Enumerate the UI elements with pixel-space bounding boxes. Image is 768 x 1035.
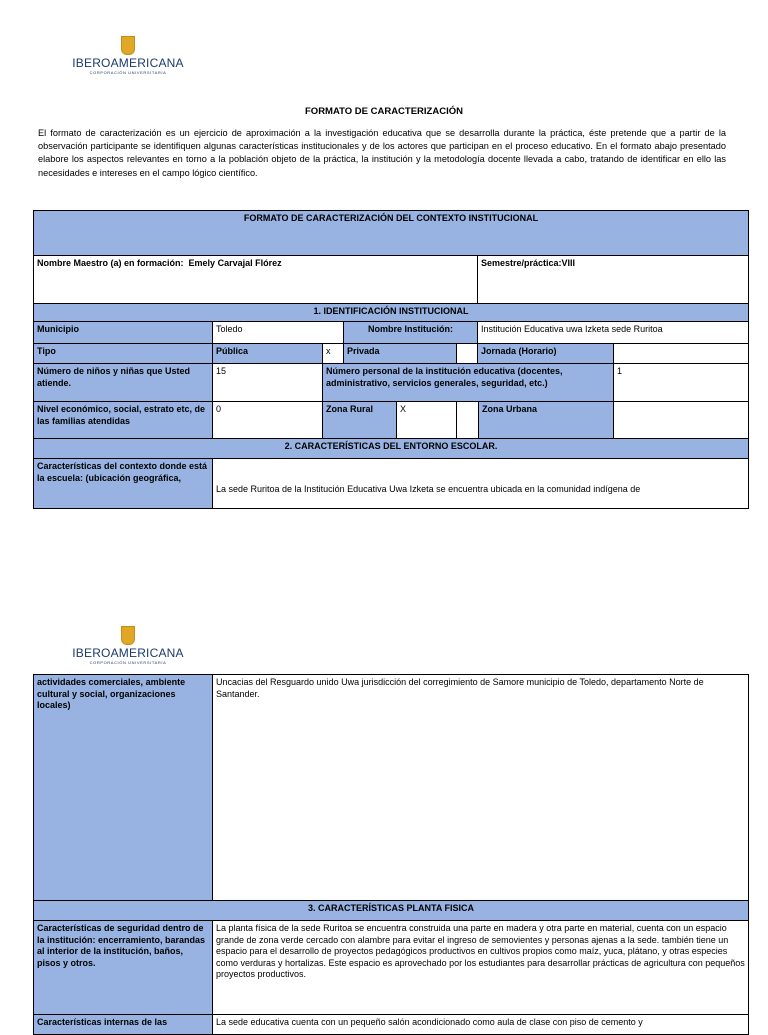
rural-label: Zona Rural [323, 402, 397, 438]
tipo-label: Tipo [34, 344, 213, 364]
logo-subtitle-page-2: CORPORACIÓN UNIVERSITARIA [89, 660, 167, 665]
nivel-value: 0 [213, 402, 323, 439]
urbana-spacer [457, 402, 479, 438]
semester-cell [478, 256, 749, 304]
entorno-label-part2: actividades comerciales, ambiente cultural y social, organizaciones locales) [34, 675, 213, 901]
teacher-cell [34, 256, 478, 304]
characterization-form-continued [33, 674, 749, 1035]
logo [72, 36, 184, 76]
entorno-label-part1: Características del contexto donde está la escuela: (ubicación geográfica, [34, 459, 213, 509]
section-institutional-id: 1. IDENTIFICACIÓN INSTITUCIONAL [34, 304, 749, 322]
logo-brand: IBEROAMERICANA [72, 56, 184, 70]
seguridad-label: Características de seguridad dentro de la institución: encerramiento, barandas al interior de la institución, baños, pisos y otros. [34, 921, 213, 1015]
section-school-environment: 2. CARACTERÍSTICAS DEL ENTORNO ESCOLAR. [34, 439, 749, 459]
publica-mark: x [323, 344, 344, 364]
entorno-value-part2: Uncacias del Resguardo unido Uwa jurisdicción del corregimiento de Samore municipio de Toledo, departamento Norte de Santander. [213, 675, 749, 901]
seguridad-value: La planta física de la sede Ruritoa se encuentra construida una parte en madera y otra parte en material, cuenta con un espacio grande de zona verde cercado con alambre para evitar el ingreso de semovientes y personas ajenas a la sede. también tiene un espacio para el desarrollo de proyectos pedagógicos productivos en cultivos propios como maíz, yuca, plátano, y otras especies como verduras y hortalizas. Este espacio es aprovechado por los estudiantes para desarrollar prácticas de agricultura con pequeños proyectos productivos. [213, 921, 749, 1015]
entorno-value-part1: La sede Ruritoa de la Institución Educativa Uwa Izketa se encuentra ubicada en la comunidad indígena de [213, 459, 749, 509]
section-physical-plant: 3. CARACTERÍSTICAS PLANTA FISICA [34, 901, 749, 921]
jornada-label: Jornada (Horario) [478, 344, 614, 364]
institucion-label: Nombre Institución: [344, 322, 478, 344]
jornada-value [614, 344, 749, 364]
zona-urbana-cell [457, 402, 614, 439]
intro-paragraph: El formato de caracterización es un ejercicio de aproximación a la investigación educativa que se desarrolla durante la práctica, éste pretende que a partir de la observación participante se identifiquen algunas características institucionales y de los actores que participan en el proceso educativo. En el formato abajo presentado elabore los aspectos relevantes en torno a la población objeto de la práctica, la institución y la metodología docente llevada a cabo, tratando de identificar en ello las necesidades e intereses en el campo lógico científico. [38, 128, 726, 178]
municipio-label: Municipio [34, 322, 213, 344]
privada-mark [457, 344, 478, 364]
publica-label: Pública [213, 344, 323, 364]
logo-brand-page-2: IBEROAMERICANA [72, 646, 184, 660]
municipio-value: Toledo [213, 322, 344, 344]
characterization-form [33, 210, 749, 509]
form-header: FORMATO DE CARACTERIZACIÓN DEL CONTEXTO INSTITUCIONAL [34, 211, 749, 256]
logo-subtitle: CORPORACIÓN UNIVERSITARIA [89, 70, 167, 75]
privada-label: Privada [344, 344, 457, 364]
nivel-label: Nivel económico, social, estrato etc, de las familias atendidas [34, 402, 213, 439]
rural-mark: X [397, 402, 456, 438]
semester-value: VIII [561, 258, 576, 268]
logo-shield-icon [121, 36, 135, 55]
teacher-label: Nombre Maestro (a) en formación: [37, 258, 184, 268]
logo-page-2 [72, 626, 184, 666]
zona-rural-cell [323, 402, 457, 439]
teacher-value: Emely Carvajal Flórez [188, 258, 282, 268]
urbana-value [614, 402, 749, 439]
personal-label: Número personal de la institución educativa (docentes, administrativo, servicios generales, seguridad, etc.) [323, 364, 614, 402]
logo-shield-icon-page-2 [121, 626, 135, 645]
internas-value: La sede educativa cuenta con un pequeño salón acondicionado como aula de clase con piso de cemento y [213, 1015, 749, 1035]
ninos-value: 15 [213, 364, 323, 402]
institucion-value: Institución Educativa uwa Izketa sede Ruritoa [478, 322, 749, 344]
semester-label: Semestre/práctica: [481, 258, 562, 268]
internas-label: Características internas de las [34, 1015, 213, 1035]
urbana-label: Zona Urbana [482, 404, 538, 414]
personal-value: 1 [614, 364, 749, 402]
document-title: FORMATO DE CARACTERIZACIÓN [305, 106, 463, 117]
ninos-label: Número de niños y niñas que Usted atiende. [34, 364, 213, 402]
